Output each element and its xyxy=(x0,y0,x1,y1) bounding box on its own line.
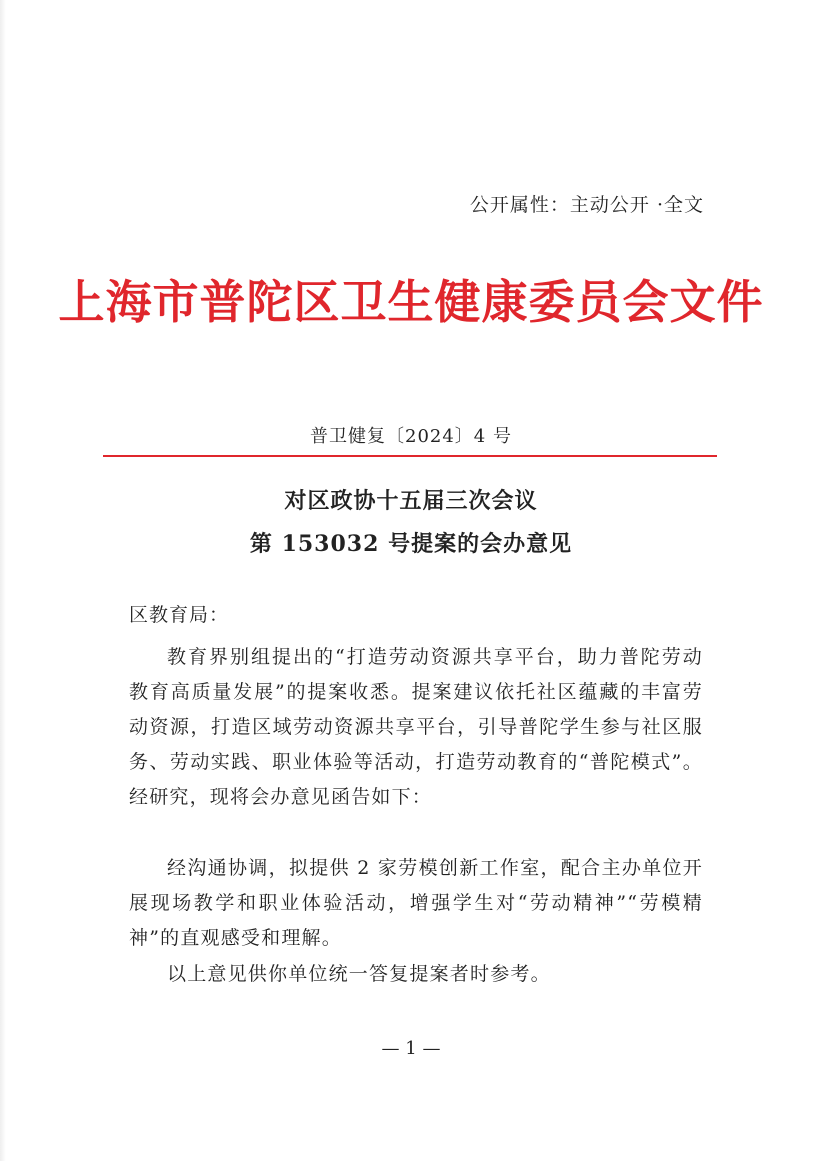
document-title-line-2: 第 153032 号提案的会办意见 xyxy=(249,531,573,557)
document-masthead: 上海市普陀区卫生健康委员会文件 xyxy=(58,275,764,329)
document-title-line-1: 对区政协十五届三次会议 xyxy=(284,488,538,514)
body-paragraph-2: 经沟通协调，拟提供 2 家劳模创新工作室，配合主办单位开展现场教学和职业体验活动，增强学生对“劳动精神”“劳模精神”的直观感受和理解。 xyxy=(129,857,703,949)
page-number: — 1 — xyxy=(381,1038,441,1059)
body-paragraph-3: 以上意见供你单位统一答复提案者时参考。 xyxy=(167,963,551,985)
red-separator-line xyxy=(103,455,717,457)
document-number: 普卫健复〔2024〕4 号 xyxy=(310,426,512,447)
scan-edge xyxy=(0,0,6,1161)
disclosure-attribute: 公开属性：主动公开 ·全文 xyxy=(469,194,704,216)
addressee: 区教育局： xyxy=(129,604,230,626)
body-paragraph-1: 教育界别组提出的“打造劳动资源共享平台，助力普陀劳动教育高质量发展”的提案收悉。提案建议依托社区蕴藏的丰富劳动资源，打造区域劳动资源共享平台，引导普陀学生参与社区服务、劳动实践、职业体验等活动，打造劳动教育的“普陀模式”。 经研究，现将会办意见函告如下： xyxy=(129,646,703,808)
